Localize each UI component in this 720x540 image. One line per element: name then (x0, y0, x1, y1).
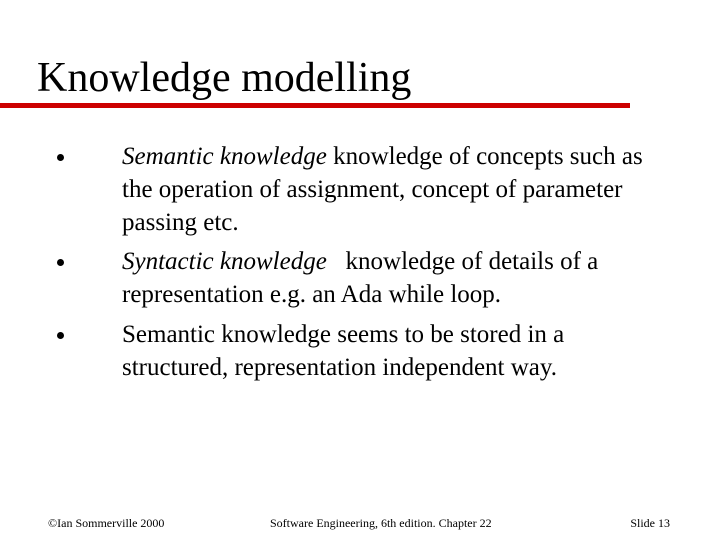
bullet-dot-icon (57, 154, 64, 161)
bullet-body: Semantic knowledge seems to be stored in a structured, representation independent way. (122, 321, 565, 381)
bullet-term: Semantic knowledge (122, 143, 327, 170)
bullet-body: knowledge of details of a representation e.g. an Ada while loop. (122, 248, 605, 308)
bullet-text (122, 245, 652, 311)
bullet-dot-icon (57, 332, 64, 339)
bullet-text (122, 318, 652, 384)
footer-slide-number: Slide 13 (630, 516, 670, 530)
footer-course: Software Engineering, 6th edition. Chapter 22 (270, 516, 492, 530)
bullet-term: Syntactic knowledge (122, 248, 327, 275)
bullet-body: knowledge of concepts such as the operation of assignment, concept of parameter passing etc. (122, 143, 643, 236)
bullet-text (122, 140, 652, 239)
bullet-dot-icon (57, 259, 64, 266)
slide-title: Knowledge modelling (37, 55, 412, 101)
footer-copyright: ©Ian Sommerville 2000 (48, 516, 165, 530)
